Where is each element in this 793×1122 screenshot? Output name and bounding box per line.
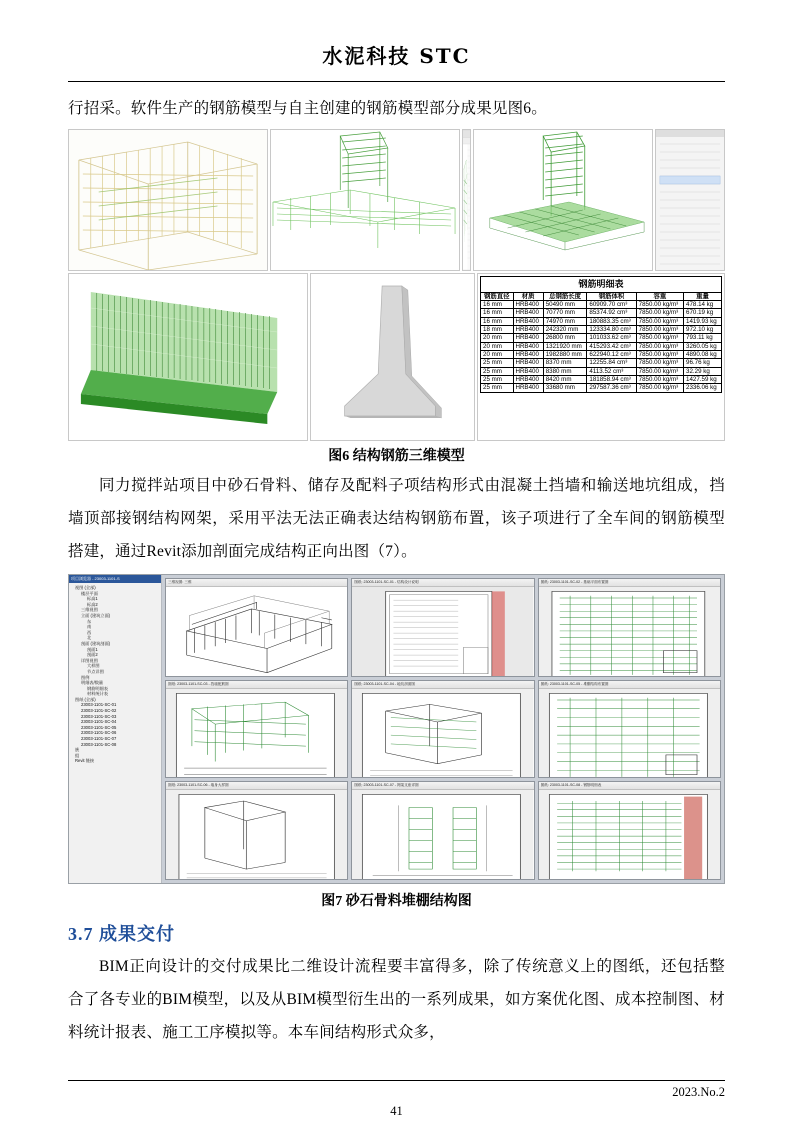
cell-volume: 297587.36 cm³ — [587, 384, 636, 392]
sheet-2-drawing — [539, 587, 720, 677]
cell-density: 7850.00 kg/m³ — [636, 317, 683, 325]
cell-weight: 2336.06 kg — [684, 384, 722, 392]
cell-density: 7850.00 kg/m³ — [636, 301, 683, 309]
cell-weight: 972.10 kg — [684, 326, 722, 334]
cell-diameter: 16 mm — [481, 317, 514, 325]
tree-item[interactable]: 详图视图 — [81, 657, 98, 663]
tree-item[interactable]: 23003-1101-SC-07 — [81, 736, 117, 742]
section-heading-3-7: 3.7 成果交付 — [68, 924, 175, 944]
slab-rebar-thumbnail-d — [473, 129, 653, 271]
tree-item[interactable]: 三维视图 — [81, 607, 98, 613]
cell-length: 8380 mm — [543, 367, 587, 375]
sheet-7-drawing — [352, 790, 533, 880]
cell-diameter: 20 mm — [481, 351, 514, 359]
tree-item[interactable]: 组 — [75, 752, 80, 758]
table-row — [481, 375, 722, 383]
tree-item[interactable]: 图纸 (全部) — [75, 696, 96, 702]
paragraph-2: 同力搅拌站项目中砂石骨料、储存及配料子项结构形式由混凝土挡墙和输送地坑组成，挡墙顶部接钢结构网架，采用平法无法正确表达结构钢筋布置，该子项进行了全车间的钢筋模型搭建，通过Revit添加剖面完成结构正向出图（7）。 — [68, 477, 725, 560]
wall-section-drawing — [311, 274, 474, 440]
cell-weight: 4890.08 kg — [684, 351, 722, 359]
cell-material: HRB400 — [513, 384, 543, 392]
rebar-joint-b-drawing — [271, 130, 459, 270]
cell-length: 33680 mm — [543, 384, 587, 392]
tree-item[interactable]: 节点详图 — [87, 668, 104, 674]
table-row — [481, 384, 722, 392]
model-3d-drawing — [166, 587, 347, 677]
paragraph-3: BIM正向设计的交付成果比二维设计流程要丰富得多，除了传统意义上的图纸，还包括整合了各专业的BIM模型，以及从BIM模型衍生出的一系列成果，如方案优化图、成本控制图、材料统计报表、施工工序模拟等。本车间结构形式众多， — [68, 958, 725, 1041]
rebar-schedule-title: 钢筋明细表 — [480, 276, 722, 292]
window-title: 图纸: 23003-1101-SC-02 - 基础平面布置图 — [539, 579, 720, 587]
view-window-sheet-5[interactable] — [538, 680, 721, 779]
tree-item[interactable]: 23003-1101-SC-05 — [81, 724, 117, 730]
tree-item[interactable]: Revit 链接 — [75, 758, 95, 764]
window-title: 图纸: 23003-1101-SC-03 - 挡墙配筋图 — [166, 681, 347, 689]
cell-diameter: 20 mm — [481, 334, 514, 342]
table-row — [481, 342, 722, 350]
tree-item[interactable]: 23003-1101-SC-01 — [81, 702, 117, 708]
cell-length: 26800 mm — [543, 334, 587, 342]
view-window-sheet-3[interactable] — [165, 680, 348, 779]
cell-volume: 101033.62 cm³ — [587, 334, 636, 342]
rebar-schedule-panel — [477, 273, 725, 441]
software-c-drawing — [463, 130, 470, 270]
cell-density: 7850.00 kg/m³ — [636, 342, 683, 350]
tree-item[interactable]: 标高1 — [87, 596, 98, 602]
rebar-schedule-table — [480, 276, 722, 393]
column-header-material: 材质 — [513, 292, 543, 301]
table-row — [481, 351, 722, 359]
cell-weight: 670.19 kg — [684, 309, 722, 317]
cell-material: HRB400 — [513, 301, 543, 309]
tree-item[interactable]: 标高2 — [87, 601, 98, 607]
cell-material: HRB400 — [513, 351, 543, 359]
window-title: 三维视图: 三维 — [166, 579, 347, 587]
figure-6-caption: 图6 结构钢筋三维模型 — [328, 449, 465, 464]
tree-item[interactable]: 23003-1101-SC-08 — [81, 741, 117, 747]
tree-item[interactable]: 楼层平面 — [81, 590, 98, 596]
column-header-volume: 钢筋体积 — [587, 292, 636, 301]
figure-7-revit-screenshot — [68, 574, 725, 884]
cell-weight: 478.14 kg — [684, 301, 722, 309]
tree-item[interactable]: 材料统计表 — [87, 691, 108, 697]
window-title: 图纸: 23003-1101-SC-08 - 钢筋明细表 — [539, 782, 720, 790]
table-row — [481, 301, 722, 309]
page-number: 41 — [390, 1104, 403, 1118]
footer-issue: 2023.No.2 — [672, 1085, 725, 1099]
sheet-6-drawing — [166, 790, 347, 880]
tree-item[interactable]: 钢筋明细表 — [87, 685, 108, 691]
tree-item[interactable]: 西 — [87, 629, 92, 635]
project-browser-panel[interactable] — [69, 575, 162, 883]
figure-6-bottom-row — [68, 273, 725, 441]
tree-item[interactable]: 23003-1101-SC-06 — [81, 730, 117, 736]
column-header-length: 总钢筋长度 — [543, 292, 587, 301]
tree-item[interactable]: 族 — [75, 747, 80, 753]
cell-density: 7850.00 kg/m³ — [636, 359, 683, 367]
page-header — [68, 0, 725, 82]
cell-length: 1982880 mm — [543, 351, 587, 359]
cell-length: 70770 mm — [543, 309, 587, 317]
retaining-wall-model — [68, 273, 308, 441]
cell-weight: 32.29 kg — [684, 367, 722, 375]
sheet-3-drawing — [166, 689, 347, 779]
cell-density: 7850.00 kg/m³ — [636, 384, 683, 392]
cell-diameter: 25 mm — [481, 384, 514, 392]
retaining-wall-drawing — [69, 274, 307, 440]
table-header-row — [481, 292, 722, 301]
cell-volume: 123334.80 cm³ — [587, 326, 636, 334]
page-footer — [68, 1080, 725, 1118]
cell-volume: 181858.94 cm³ — [587, 375, 636, 383]
cell-length: 74970 mm — [543, 317, 587, 325]
window-title: 图纸: 23003-1101-SC-07 - 网架支座详图 — [352, 782, 533, 790]
wall-section-model — [310, 273, 475, 441]
cell-material: HRB400 — [513, 334, 543, 342]
tree-item[interactable]: 明细表/数量 — [81, 680, 104, 686]
figure-6 — [68, 129, 725, 439]
header-divider — [68, 81, 725, 82]
cell-volume: 4113.52 cm³ — [587, 367, 636, 375]
tree-item[interactable]: 东 — [87, 618, 92, 624]
revit-drawing-area[interactable] — [162, 575, 724, 883]
software-screenshot-thumbnail-c — [462, 129, 471, 271]
column-header-weight: 重量 — [684, 292, 722, 301]
panel-thumbnail-e — [655, 129, 725, 271]
figure-7-caption: 图7 砂石骨料堆棚结构图 — [321, 894, 472, 909]
view-window-3d[interactable] — [165, 578, 348, 677]
cell-weight: 1427.59 kg — [684, 375, 722, 383]
cell-length: 1321920 mm — [543, 342, 587, 350]
tree-item[interactable]: 南 — [87, 624, 92, 630]
sheet-5-drawing — [539, 689, 720, 779]
cell-volume: 415293.42 cm³ — [587, 342, 636, 350]
cell-density: 7850.00 kg/m³ — [636, 351, 683, 359]
cell-weight: 3260.05 kg — [684, 342, 722, 350]
rebar-cage-thumbnail-a — [68, 129, 268, 271]
view-window-sheet-7[interactable] — [351, 781, 534, 880]
tree-item[interactable]: 23003-1101-SC-02 — [81, 708, 117, 714]
cell-length: 50490 mm — [543, 301, 587, 309]
tree-item[interactable]: 剖面1 — [87, 646, 98, 652]
cell-weight: 1419.93 kg — [684, 317, 722, 325]
cell-material: HRB400 — [513, 375, 543, 383]
window-title: 图纸: 23003-1101-SC-05 - 堆棚结构布置图 — [539, 681, 720, 689]
cell-density: 7850.00 kg/m³ — [636, 375, 683, 383]
tree-item[interactable]: 剖面2 — [87, 652, 98, 658]
project-browser-title: 项目浏览器 - 23003-1101-S — [69, 575, 161, 583]
footer-row — [68, 1081, 725, 1100]
window-title: 图纸: 23003-1101-SC-06 - 墙身大样图 — [166, 782, 347, 790]
cell-material: HRB400 — [513, 326, 543, 334]
cell-diameter: 25 mm — [481, 375, 514, 383]
table-row — [481, 334, 722, 342]
cell-material: HRB400 — [513, 367, 543, 375]
cell-diameter: 20 mm — [481, 342, 514, 350]
sheet-4-drawing — [352, 689, 533, 779]
tree-item[interactable]: 剖面 (建筑剖面) — [81, 640, 111, 646]
tree-item[interactable]: 23003-1101-SC-04 — [81, 719, 117, 725]
tree-item[interactable]: 立面 (建筑立面) — [81, 612, 111, 618]
cell-diameter: 25 mm — [481, 359, 514, 367]
table-row — [481, 309, 722, 317]
panel-e-drawing — [656, 130, 724, 270]
tree-item[interactable]: 视图 (全部) — [75, 585, 96, 590]
cell-density: 7850.00 kg/m³ — [636, 334, 683, 342]
cell-length: 8370 mm — [543, 359, 587, 367]
tree-item[interactable]: 图例 — [81, 674, 90, 680]
tree-item[interactable]: 大样图 — [87, 663, 100, 669]
cell-weight: 793.11 kg — [684, 334, 722, 342]
view-window-sheet-6[interactable] — [165, 781, 348, 880]
sheet-1-drawing — [352, 587, 533, 677]
column-header-diameter: 钢筋直径 — [481, 292, 514, 301]
cell-density: 7850.00 kg/m³ — [636, 326, 683, 334]
cell-density: 7850.00 kg/m³ — [636, 367, 683, 375]
paragraph-1: 行招采。软件生产的钢筋模型与自主创建的钢筋模型部分成果见图6。 — [68, 100, 547, 117]
view-window-sheet-1[interactable] — [351, 578, 534, 677]
view-window-sheet-8[interactable] — [538, 781, 721, 880]
cell-length: 8420 mm — [543, 375, 587, 383]
column-header-density: 容重 — [636, 292, 683, 301]
cell-diameter: 16 mm — [481, 309, 514, 317]
cell-volume: 60909.70 cm³ — [587, 301, 636, 309]
tree-item[interactable]: 23003-1101-SC-03 — [81, 713, 117, 719]
table-row — [481, 359, 722, 367]
figure-6-top-row — [68, 129, 725, 271]
view-window-sheet-2[interactable] — [538, 578, 721, 677]
journal-title: 水泥科技 STC — [322, 44, 471, 68]
rebar-cage-a-drawing — [69, 130, 267, 270]
cell-density: 7850.00 kg/m³ — [636, 309, 683, 317]
cell-volume: 12255.84 cm³ — [587, 359, 636, 367]
cell-material: HRB400 — [513, 342, 543, 350]
cell-volume: 622940.12 cm³ — [587, 351, 636, 359]
sheet-8-drawing — [539, 790, 720, 880]
view-window-sheet-4[interactable] — [351, 680, 534, 779]
cell-volume: 85374.92 cm³ — [587, 309, 636, 317]
rebar-schedule-body — [481, 301, 722, 392]
cell-diameter: 25 mm — [481, 367, 514, 375]
table-row — [481, 317, 722, 325]
table-row — [481, 326, 722, 334]
cell-diameter: 18 mm — [481, 326, 514, 334]
cell-material: HRB400 — [513, 359, 543, 367]
cell-material: HRB400 — [513, 317, 543, 325]
slab-rebar-d-drawing — [474, 130, 652, 270]
table-row — [481, 367, 722, 375]
cell-diameter: 16 mm — [481, 301, 514, 309]
tree-item[interactable]: 北 — [87, 635, 92, 641]
window-title: 图纸: 23003-1101-SC-01 - 结构设计说明 — [352, 579, 533, 587]
cell-weight: 96.76 kg — [684, 359, 722, 367]
window-title: 图纸: 23003-1101-SC-04 - 地坑剖面图 — [352, 681, 533, 689]
cell-length: 242320 mm — [543, 326, 587, 334]
cell-material: HRB400 — [513, 309, 543, 317]
cell-volume: 180883.35 cm³ — [587, 317, 636, 325]
rebar-joint-thumbnail-b — [270, 129, 460, 271]
